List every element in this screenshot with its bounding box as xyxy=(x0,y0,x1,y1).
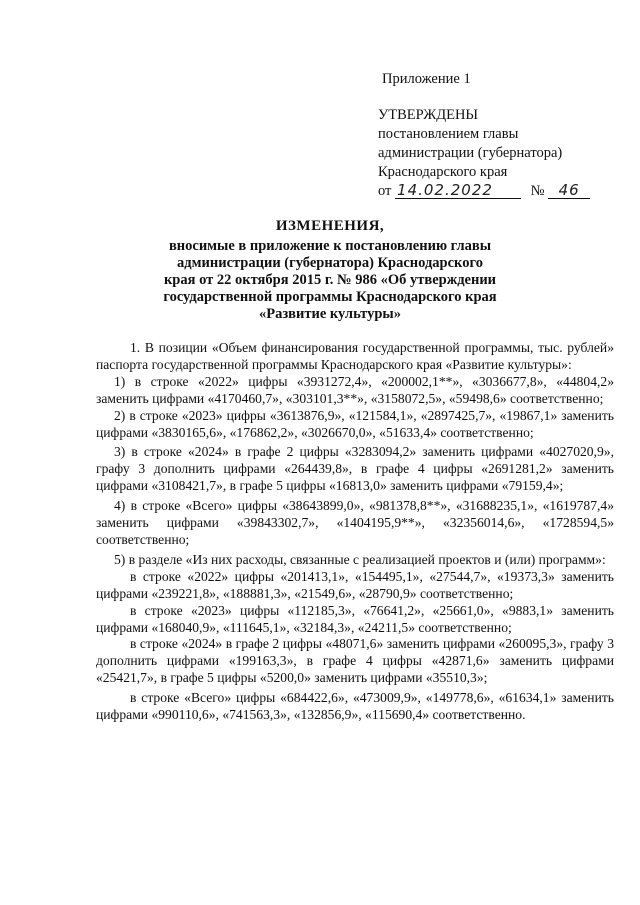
handwritten-number: 46 xyxy=(548,183,590,199)
document-title xyxy=(120,218,540,323)
paragraph-row-2022: в строке «2022» цифры «201413,1», «154495,1», «27544,7», «19373,3» заменить цифрами «239221,8», «188881,3», «21549,6», «28790,9» соответственно; xyxy=(96,568,614,601)
document-body xyxy=(96,340,614,724)
approval-line-3: Краснодарского края xyxy=(378,164,508,180)
title-heading: ИЗМЕНЕНИЯ, xyxy=(275,218,385,234)
paragraph-item-1: 1) в строке «2022» цифры «3931272,4», «200002,1**», «3036677,8», «44804,2» заменить цифрами «4170460,7», «303101,3**», «3158072,5», «59498,6» соответственно; xyxy=(96,373,614,406)
approval-line-2: администрации (губернатора) xyxy=(378,145,563,161)
approval-block xyxy=(378,70,618,201)
annex-label: Приложение 1 xyxy=(382,71,471,87)
approval-line-1: постановлением главы xyxy=(378,126,519,142)
title-line-4: государственной программы Краснодарского края xyxy=(163,289,497,305)
paragraph-item-2: 2) в строке «2023» цифры «3613876,9», «121584,1», «2897425,7», «19867,1» заменить цифрами «3830165,6», «176862,2», «3026670,0», «51633,4» соответственно; xyxy=(96,407,614,440)
date-prefix: от xyxy=(378,183,392,199)
paragraph-item-3: 3) в строке «2024» в графе 2 цифры «3283094,2» заменить цифрами «4027020,9», графу 3 дополнить цифрами «264439,8», в графе 4 цифры «2691281,2» заменить цифрами «3108421,7», в графе 5 цифры «16813,0» заменить цифрами «79159,4»; xyxy=(96,444,614,494)
paragraph-row-total: в строке «Всего» цифры «684422,6», «473009,9», «149778,6», «61634,1» заменить цифрами «990110,6», «741563,3», «132856,9», «115690,4» соответственно. xyxy=(96,690,614,723)
title-line-2: администрации (губернатора) Краснодарского xyxy=(177,255,483,271)
paragraph-item-4: 4) в строке «Всего» цифры «38643899,0», «981378,8**», «31688235,1», «1619787,4» заменить цифрами «39843302,7», «1404195,9**», «32356014,6», «1728594,5» соответственно; xyxy=(96,498,614,547)
paragraph-row-2023: в строке «2023» цифры «112185,3», «76641,2», «25661,0», «9883,1» заменить цифрами «168040,9», «111645,1», «32184,3», «24211,5» соответственно; xyxy=(96,602,614,635)
title-line-3: края от 22 октября 2015 г. № 986 «Об утверждении xyxy=(163,272,497,288)
paragraph-row-2024: в строке «2024» в графе 2 цифры «48071,6» заменить цифрами «260095,3», графу 3 дополнить цифрами «199163,3», в графе 4 цифры «42871,6» заменить цифрами «25421,7», в графе 5 цифры «5200,0» заменить цифрами «35510,3»; xyxy=(96,636,614,686)
paragraph-1: 1. В позиции «Объем финансирования государственной программы, тыс. рублей» паспорта государственной программы Краснодарского края «Развитие культуры»: xyxy=(96,340,614,372)
handwritten-date: 14.02.2022 xyxy=(395,183,521,199)
paragraph-item-5: 5) в разделе «Из них расходы, связанные с реализацией проектов и (или) программ»: xyxy=(114,551,606,567)
approval-date-line xyxy=(378,182,618,201)
number-sign: № xyxy=(530,183,545,199)
title-line-1: вносимые в приложение к постановлению главы xyxy=(168,238,492,254)
title-line-5: «Развитие культуры» xyxy=(258,306,401,322)
approved-label: УТВЕРЖДЕНЫ xyxy=(378,107,479,123)
